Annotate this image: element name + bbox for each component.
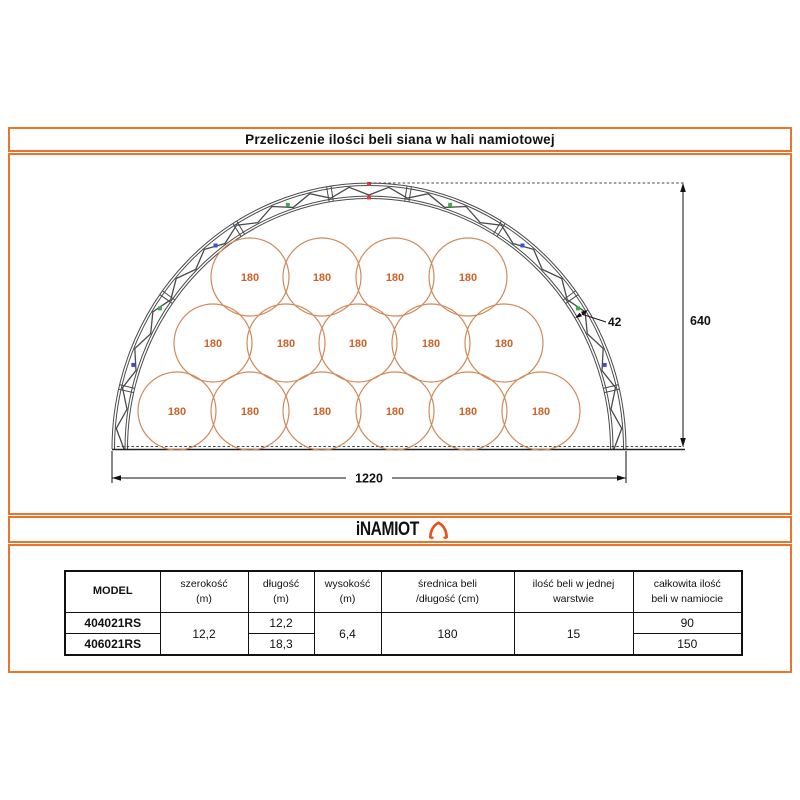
bale-diameter-label: 180: [240, 272, 260, 284]
col-header-ilosc-warstwa: ilość beli w jednej warstwie: [514, 571, 633, 613]
brand-logo-text: iNAMIOT: [355, 518, 419, 540]
cell-wysokosc: 6,4: [314, 613, 381, 656]
table-row: [65, 613, 742, 634]
bale-diameter-label: 180: [458, 406, 478, 418]
spec-table-panel: [8, 544, 792, 673]
dim-height-label: 640: [690, 314, 711, 328]
tent-arch-stroke: [431, 523, 447, 537]
truss-joint-mark-green: [158, 306, 162, 310]
cell-dlugosc-2: 18,3: [248, 634, 314, 656]
bale-diameter-label: 180: [276, 338, 296, 350]
truss-joint-mark-blue: [131, 363, 135, 367]
col-header-model: MODEL: [65, 571, 160, 613]
bale-diameter-label: 180: [385, 272, 405, 284]
cell-dlugosc-1: 12,2: [248, 613, 314, 634]
bale-diameter-label: 180: [312, 406, 332, 418]
col-header-szerokosc: szerokość (m): [160, 571, 248, 613]
bale-diameter-label: 180: [494, 338, 514, 350]
col-header-dlugosc: długość (m): [248, 571, 314, 613]
bale-diameter-label: 180: [458, 272, 478, 284]
col-header-wysokosc: wysokość (m): [314, 571, 381, 613]
truss-joint-mark-green: [576, 306, 580, 310]
tent-foot-left: [431, 537, 433, 538]
tent-cross-section-diagram: [10, 155, 790, 513]
cell-srednica: 180: [381, 613, 514, 656]
bale-diameter-label: 180: [167, 406, 187, 418]
cell-ilosc-warstwa: 15: [514, 613, 633, 656]
title-bar: [8, 127, 792, 152]
cell-calkowita-2: 150: [633, 634, 742, 656]
bale-diameter-label: 180: [421, 338, 441, 350]
truss-joint-mark-green: [286, 203, 290, 207]
page-title: Przeliczenie ilości beli siana w hali namiotowej: [245, 132, 555, 147]
spec-table: [64, 570, 743, 656]
bale-diameter-label: 180: [203, 338, 223, 350]
col-header-srednica: średnica beli /długość (cm): [381, 571, 514, 613]
table-header-row: [65, 571, 742, 613]
cell-calkowita-1: 90: [633, 613, 742, 634]
diagram-panel: [8, 153, 792, 515]
bale-diameter-label: 180: [385, 406, 405, 418]
tent-icon: [426, 519, 451, 540]
dim-truss-depth-label: 42: [608, 315, 622, 329]
cell-model-2: 406021RS: [65, 634, 160, 656]
truss-joint-mark-blue: [603, 363, 607, 367]
truss-joint-mark-blue: [520, 243, 524, 247]
logo-bar: [8, 516, 792, 543]
bale-diameter-label: 180: [348, 338, 368, 350]
truss-joint-mark-blue: [214, 243, 218, 247]
dim-width-label: 1220: [355, 471, 383, 486]
truss-joint-mark-red: [367, 196, 371, 200]
dimensions: [112, 183, 711, 486]
bale-diameter-label: 180: [240, 406, 260, 418]
bale-diameter-label: 180: [531, 406, 551, 418]
bale-diameter-label: 180: [312, 272, 332, 284]
cell-model-1: 404021RS: [65, 613, 160, 634]
truss-joint-mark-green: [448, 203, 452, 207]
cell-szerokosc: 12,2: [160, 613, 248, 656]
col-header-calkowita: całkowita ilość beli w namiocie: [633, 571, 742, 613]
tent-foot-right: [445, 537, 447, 538]
hay-bales: [138, 238, 580, 450]
